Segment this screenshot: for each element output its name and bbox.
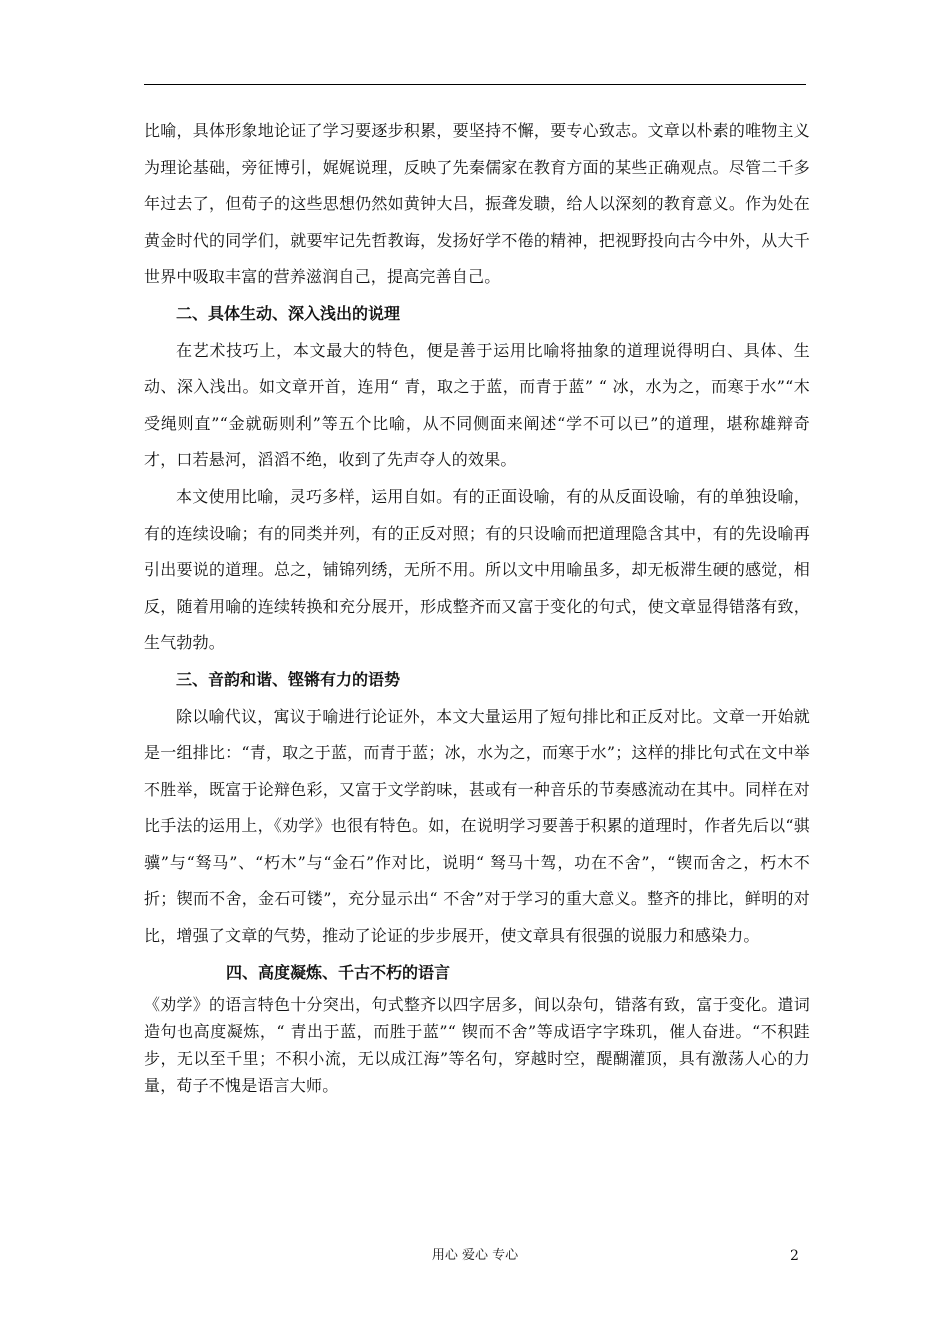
footer-motto: 用心 爱心 专心	[431, 1248, 519, 1263]
section-heading-2: 二、具体生动、深入浅出的说理	[176, 303, 401, 323]
paragraph-2b: 本文使用比喻，灵巧多样，运用自如。有的正面设喻，有的从反面设喻，有的单独设喻，有的连续设喻；有的同类并列，有的正反对照；有的只设喻而把道理隐含其中，有的先设喻再引出要说的道理。总之，铺锦列绣，无所不用。所以文中用喻虽多，却无板滞生硬的感觉，相反，随着用喻的连续转换和充分展开，形成整齐而又富于变化的句式，使文章显得错落有致，生气勃勃。	[144, 486, 810, 653]
section-heading-4: 四、高度凝炼、千古不朽的语言	[226, 962, 451, 982]
document-body	[144, 113, 810, 1099]
paragraph-3: 除以喻代议，寓议于喻进行论证外，本文大量运用了短句排比和正反对比。文章一开始就是一组排比：“青，取之于蓝，而青于蓝；冰，水为之，而寒于水”；这样的排比句式在文中举不胜举，既富于论辩色彩，又富于文学韵味，甚或有一种音乐的节奏感流动在其中。同样在对比手法的运用上，《劝学》也很有特色。如，在说明学习要善于积累的道理时，作者先后以“骐骥”与“驽马”、“朽木”与“金石”作对比，说明“ 驽马十驾，功在不舍”，“锲而舍之，朽木不折；锲而不舍，金石可镂”，充分显示出“ 不舍”对于学习的重大意义。整齐的排比，鲜明的对比，增强了文章的气势，推动了论证的步步展开，使文章具有很强的说服力和感染力。	[144, 706, 810, 946]
page-number: 2	[790, 1248, 799, 1264]
paragraph-1: 比喻，具体形象地论证了学习要逐步积累，要坚持不懈，要专心致志。文章以朴素的唯物主义为理论基础，旁征博引，娓娓说理，反映了先秦儒家在教育方面的某些正确观点。尽管二千多年过去了，但荀子的这些思想仍然如黄钟大吕，振聋发聩，给人以深刻的教育意义。作为处在黄金时代的同学们，就要牢记先哲教诲，发扬好学不倦的精神，把视野投向古今中外，从大千世界中吸取丰富的营养滋润自己，提高完善自己。	[144, 121, 810, 287]
section-heading-3: 三、音韵和谐、铿锵有力的语势	[176, 669, 401, 689]
header-rule	[144, 84, 806, 85]
paragraph-2a: 在艺术技巧上，本文最大的特色，便是善于运用比喻将抽象的道理说得明白、具体、生动、深入浅出。如文章开首，连用“ 青，取之于蓝，而青于蓝” “ 冰，水为之，而寒于水”“木受绳则直”“金就砺则利”等五个比喻，从不同侧面来阐述“学不可以已”的道理，堪称雄辩奇才，口若悬河，滔滔不绝，收到了先声夺人的效果。	[144, 340, 810, 470]
paragraph-4: 《劝学》的语言特色十分突出，句式整齐以四字居多，间以杂句，错落有致，富于变化。遣词造句也高度凝炼，“ 青出于蓝，而胜于蓝”“ 锲而不舍”等成语字字珠玑，催人奋进。“不积跬步，无以至千里；不积小流，无以成江海”等名句，穿越时空，醍醐灌顶，具有激荡人心的力量，荀子不愧是语言大师。	[144, 995, 810, 1096]
